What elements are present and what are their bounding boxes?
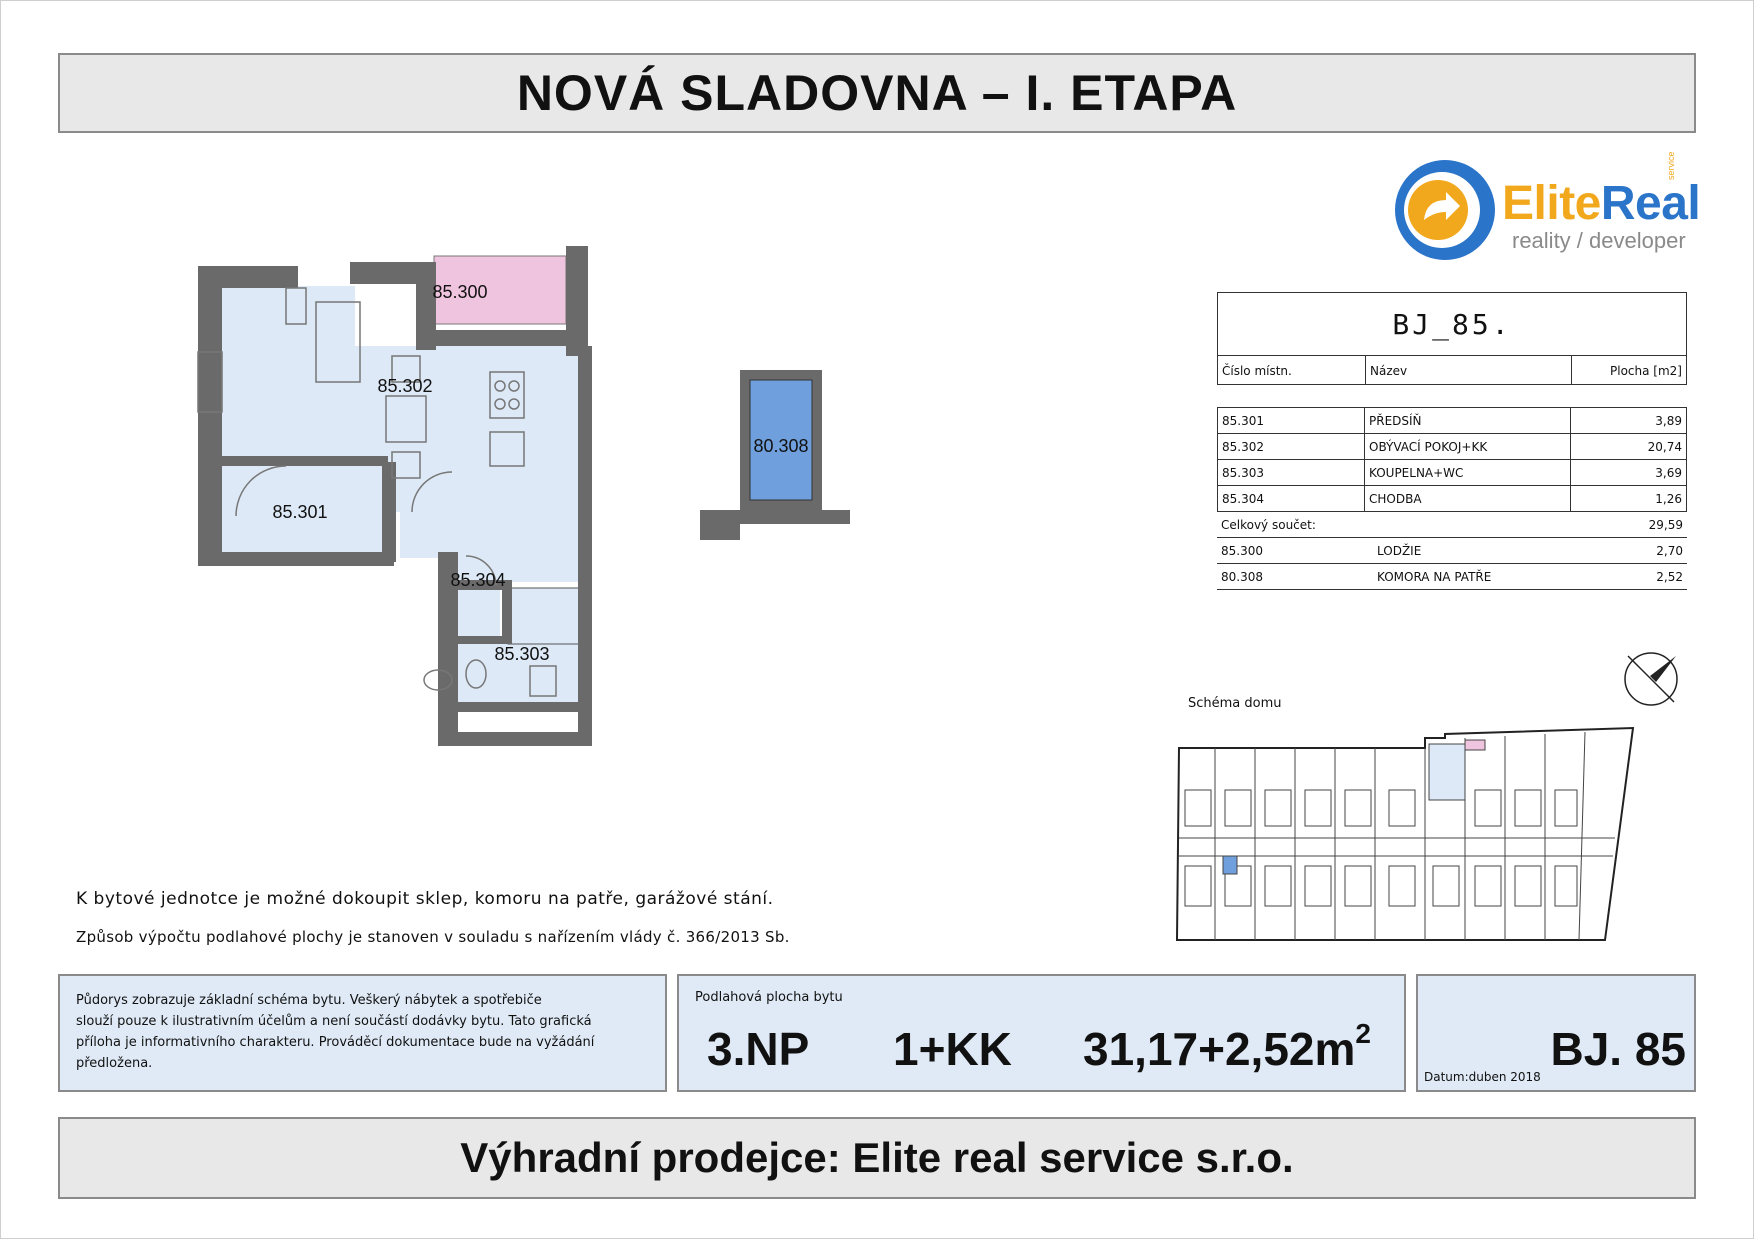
date-text: Datum:duben 2018 (1424, 1070, 1541, 1084)
room-label-85303: 85.303 (494, 644, 550, 664)
table-total-row: Celkový součet: 29,59 (1217, 512, 1687, 538)
title-banner (58, 53, 1696, 133)
table-row: 85.301 PŘEDSÍŇ 3,89 (1217, 408, 1687, 434)
unit-title: BJ_85. (1217, 292, 1687, 355)
shower-area (508, 588, 584, 644)
compass-icon (1620, 648, 1682, 710)
building-schema (1175, 720, 1685, 950)
table-row: 85.303 KOUPELNA+WC 3,69 (1217, 460, 1687, 486)
page-title: NOVÁ SLADOVNA – I. ETAPA (516, 65, 1238, 121)
disclaimer-box (58, 974, 667, 1092)
note-area-method: Způsob výpočtu podlahové plochy je stanoven v souladu s nařízením vlády č. 366/2013 Sb. (76, 928, 790, 946)
room-label-85300: 85.300 (432, 282, 488, 302)
col-area: Plocha [m2] (1610, 364, 1682, 378)
footer-text: Výhradní prodejce: Elite real service s.r.o. (460, 1134, 1294, 1181)
room-label-85302: 85.302 (377, 376, 433, 396)
room-label-85304: 85.304 (450, 570, 506, 590)
room-table (1217, 292, 1687, 590)
logo-wordmark: EliteReal (1502, 177, 1701, 230)
unit-highlight (1429, 744, 1465, 800)
col-number: Číslo místn. (1218, 356, 1366, 384)
table-row: 80.308 KOMORA NA PATŘE 2,52 (1217, 564, 1687, 590)
summary-box (677, 974, 1406, 1092)
logo-service-text: service (1666, 151, 1676, 180)
table-row: 85.304 CHODBA 1,26 (1217, 486, 1687, 512)
footer-banner (58, 1117, 1696, 1199)
room-label-85301: 85.301 (272, 502, 328, 522)
loggia-highlight (1465, 740, 1485, 750)
storage-highlight (1223, 856, 1237, 874)
note-purchase: K bytové jednotce je možné dokoupit sklep, komoru na patře, garážové stání. (76, 889, 774, 909)
unit-box (1416, 974, 1696, 1092)
storage-room-plan (700, 370, 850, 540)
layout-value: 1+KK (893, 1023, 1012, 1075)
logo-subtitle: reality / developer (1512, 228, 1686, 253)
table-row: 85.300 LODŽIE 2,70 (1217, 538, 1687, 564)
unit-id: BJ. 85 (1550, 1023, 1686, 1075)
col-name: Název (1366, 356, 1572, 384)
area-value: $31,17+2,52m^2$ (1083, 1018, 1371, 1075)
disclaimer-text: Půdorys zobrazuje základní schéma bytu. Veškerý nábytek a spotřebiče slouží pouze k ilustrativním účelům a není součástí dodávky bytu. Tato grafická příloha je informativního charakteru. Prováděcí dokumentace bude na vyžádání předložena. (76, 993, 595, 1071)
table-row: 85.302 OBÝVACÍ POKOJ+KK 20,74 (1217, 434, 1687, 460)
table-header (1217, 355, 1687, 385)
room-label-80308: 80.308 (753, 436, 809, 456)
summary-label: Podlahová plocha bytu (695, 990, 843, 1005)
schema-label: Schéma domu (1188, 696, 1282, 711)
floor-value: 3.NP (707, 1023, 810, 1075)
floor-plan (190, 246, 610, 746)
